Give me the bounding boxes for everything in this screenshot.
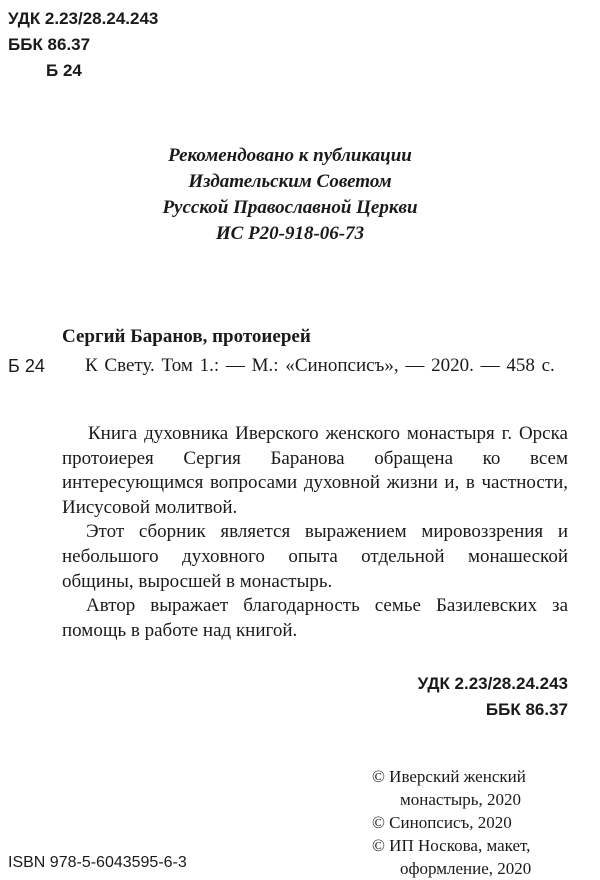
bibliographic-entry: К Свету. Том 1.: — М.: «Синопсисъ», — 2020. — 458 с. [85,355,555,376]
annotation-paragraph: Книга духовника Иверского женского монастыря г. Орска протоиерея Сергия Баранова обращена ко всем интересующимся вопросами духовной жизни и, в частности, Иисусовой молитвой. [62,423,568,518]
copyright-layout: © ИП Носкова, макет, [372,836,531,855]
annotation [62,422,568,643]
bbk-code: ББК 86.37 [8,35,91,54]
classification-codes-bottom [418,671,568,723]
author-mark: Б 24 [46,61,82,80]
bbk-code-bottom: ББК 86.37 [485,700,568,719]
recommendation-line-1: Рекомендовано к публикации [168,145,412,166]
udk-code-bottom: УДК 2.23/28.24.243 [417,674,568,693]
copyright-block [372,765,582,880]
isbn: ISBN 978-5-6043595-6-3 [8,854,187,871]
udk-code: УДК 2.23/28.24.243 [8,9,159,28]
recommendation-line-2: Издательским Советом [188,171,392,192]
author-heading: Сергий Баранов, протоиерей [62,326,311,347]
recommendation-line-3: Русской Православной Церкви [162,197,418,218]
annotation-paragraph: Автор выражает благодарность семье Базилевских за помощь в работе над книгой. [62,595,568,641]
copyright-monastery: © Иверский женский [372,767,526,786]
copyright-publisher: © Синопсисъ, 2020 [372,813,512,832]
bibliographic-code: Б 24 [8,356,45,376]
copyright-monastery-cont: монастырь, 2020 [400,790,522,809]
classification-codes-top [8,6,158,84]
recommendation-line-4: ИС Р20-918-06-73 [215,223,365,244]
copyright-layout-cont: оформление, 2020 [400,859,532,878]
annotation-paragraph: Этот сборник является выражением мировоззрения и небольшого духовного опыта отдельной монашеской общины, выросшей в монастырь. [62,521,568,592]
publication-recommendation [0,143,580,247]
